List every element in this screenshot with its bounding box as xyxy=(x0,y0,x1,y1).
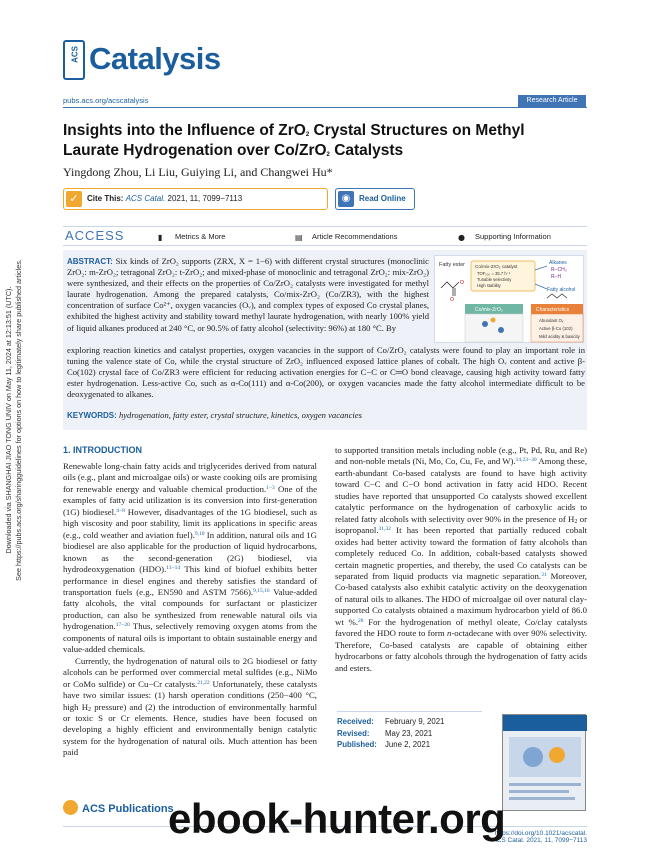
toc-r-ch3: R−CH₃ xyxy=(551,267,567,273)
svg-text:O: O xyxy=(460,280,464,286)
acs-logo-mark: ACS xyxy=(63,40,85,80)
abstract-text-upper: ABSTRACT: Six kinds of ZrO₂ supports (ZRX, X = 1−6) with different crystal structures (monoclinic ZrO₂: m-ZrO₂; tetragonal ZrO₂: t-ZrO₂; and mixed-phase of monoclinic and tetragonal ZrO₂: mix-ZrO₂) were synthesized, and their effects on the properties of Co/ZrO₂ catalysts were investigated for methyl laurate hydrogenation. Among the prepared catalysts, Co/mix-ZrO₂ (Co/ZR3), with the highest concentration of surface Co²⁺, oxygen vacancies (Oᵥ), and complex types of exposed Co crystal planes, exhibited the highest activity and stability toward methyl laurate hydrogenation, with nearly 100% yield of liquid alkanes produced at 240 °C, or 90.5% of fatty alcohol (selectivity: 96%) at 180 °C. By xyxy=(67,256,429,333)
supporting-info-link[interactable]: ● Supporting Information xyxy=(458,232,551,242)
toc-char: Characteristics xyxy=(536,307,570,313)
toc-fatty-alcohol: Fatty alcohol xyxy=(547,287,576,293)
section-heading-introduction: 1. INTRODUCTION xyxy=(63,445,143,455)
intro-column-left xyxy=(63,461,317,759)
toc-arrow-up xyxy=(535,266,547,270)
read-online-label[interactable]: Read Online xyxy=(359,194,406,203)
toc-catalyst-title: Co/mix-ZrO₂ catalyst xyxy=(475,264,518,269)
footer-doi[interactable]: https://doi.org/10.1021/acscatal. ACS Catal. 2021, 11, 7099−7113 xyxy=(492,830,587,844)
svg-text:O: O xyxy=(450,297,454,303)
toc-fatty-ester: Fatty ester xyxy=(439,262,465,268)
bar-chart-icon: ▮ xyxy=(158,233,163,242)
toc-alkanes: Alkanes xyxy=(549,260,567,266)
toc-char1: Abundant Oᵥ xyxy=(539,318,564,323)
intro-paragraph-2: Currently, the hydrogenation of natural oils to 2G biodiesel or fatty alcohols can be performed over commercial metal sulfides (e.g., NiMo or CoMo sulfide) or Cu−Cr catalysts.$^{21,22}$ Unfortunately, these catalysts have two similar issues: (1) harsh operation conditions (250−400 °C, high $H_2$ pressure) and (2) the introduction of environmentally harmful or toxic S or Cr elements. Hence, studies have been focused on developing a highly efficient and environmentally benign catalytic system for the hydrogenation of natural oils. Much attention has been paid xyxy=(63,655,318,758)
toc-arrow-down xyxy=(535,284,547,289)
intro-paragraph-3: to supported transition metals including noble (e.g., Pt, Pd, Ru, and Re) and non-noble metals (Ni, Mo, Co, Cu, Fe, and W).$^{14,23-30}$ Among these, earth-abundant Co-based catalysts are found to have high activity toward C−C and C−O bond activation in fatty acid HDO. Recent studies have reported that unsupported Co catalysts showed excellent catalytic performance on the hydrogenation of carboxylic acids to related fatty alcohols with selectivity over 90% in the presence of $H_2$ or isopropanol.$^{31,32}$ It has been reported that partially reduced cobalt oxides had better activity toward the formation of fatty alcohols than completely reduced Co. In addition, cobalt-based catalysts showed certain magnetic properties, and thereby, the used Co catalysts can be separated from liquid products via magnetic separation.$^{31}$ Moreover, Co-based catalysts also exhibit catalytic activity on the deoxygenation of natural oils to alkanes. The HDO of microalgae oil over natural clay-supported Co catalysts obtained a maximum hydrocarbon yield of 86.0 wt %.$^{28}$ For the hydrogenation of methyl oleate, Co/clay catalysts favored the HDO route to form n-octadecane with over 90% selectivity. Therefore, Co-based catalysts are capable of obtaining either hydrocarbons or fatty alcohols through the hydrogenation of fatty acids and esters. xyxy=(335,445,588,673)
toc-bullet3: High stability xyxy=(477,283,501,288)
toc-svg xyxy=(435,256,585,344)
check-icon: ✓ xyxy=(66,191,82,207)
side-note-line1: Downloaded via SHANGHAI JIAO TONG UNIV on May 11, 2024 at 12:13:51 (UTC). xyxy=(4,286,13,554)
keywords: KEYWORDS: hydrogenation, fatty ester, crystal structure, kinetics, oxygen vacancies xyxy=(67,410,362,420)
intro-paragraph-1: Renewable long-chain fatty acids and triglycerides derived from natural oils (e.g., plant and microalgae oils) or waste cooking oils are promising for renewable energy and valuable chemical production.$^{1-3}$ One of the examples of fatty acid utilization is its conversion into first-generation (1G) biodiesel.$^{4-8}$ However, disadvantages of the 1G biodiesel, such as high viscosity and poor stability, limit its applications in specific areas (e.g., cold weather and aviation fuel).$^{9,10}$ In addition, natural oils and 1G biodiesel are also applicable for the production of liquid hydrocarbons, known as the second-generation (2G) biodiesel, via hydrodeoxygenation (HDO).$^{11-14}$ This kind of biofuel exhibits better performance in diesel engines and thereby satisfies the standard of transportation fuels (e.g., EN590 and ASTM 7566).$^{9,15,16}$ Value-added fatty alcohols, the vital compounds for surfactant or plasticizer production, can also be synthesized from renewable natural oils via hydrogenation.$^{17-20}$ Thus, selectively removing oxygen atoms from the components of natural oils is important to obtain sustainable energy and value-added chemicals. xyxy=(63,461,318,655)
access-label: ACCESS xyxy=(65,228,125,243)
watermark-text: ebook-hunter.org xyxy=(168,795,506,842)
si-icon: ● xyxy=(458,233,465,242)
abstract-text-lower: exploring reaction kinetics and catalyst properties, oxygen vacancies in the support of Co/ZrO₂ catalysts were found to play an important role in tuning the valence state of Co, while the crystal structure of ZrO₂ influenced exposed lattice planes of cobalt. The high Oᵥ content and active β-Co(102) crystal face of Co/ZR3 were efficient for reducing activation energies for C−C or C═O bond cleavage, causing high activity toward fatty ester hydrogenation. Less-active Co, such as α-Co(111) and α-Co(200), or oxygen vacancies made the fatty alcohol intermediate difficult to be deoxygenated to alkanes. xyxy=(67,345,585,400)
co-particle xyxy=(498,327,504,333)
author-list: Yingdong Zhou, Li Liu, Guiying Li, and Changwei Hu* xyxy=(63,165,333,179)
journal-url-link[interactable]: pubs.acs.org/acscatalysis xyxy=(63,96,149,105)
toc-bullet2: Tunable selectivity xyxy=(477,277,512,282)
article-type-badge: Research Article xyxy=(518,95,586,107)
article-title: Insights into the Influence of ZrO$_2$ Crystal Structures on Methyl Laurate Hydrogenation over Co/ZrO$_2$ Catalysts xyxy=(63,122,525,159)
side-note-line2: See https://pubs.acs.org/sharingguidelines for options on how to legitimately share published articles. xyxy=(14,259,23,581)
metrics-link[interactable]: ▮ Metrics & More xyxy=(158,232,226,242)
toc-graphic xyxy=(434,255,584,343)
header-divider xyxy=(63,107,587,108)
ester-structure xyxy=(441,282,459,296)
cite-text[interactable]: Cite This: ACS Catal. 2021, 11, 7099−7113 xyxy=(87,194,243,203)
toc-r-h: R−H xyxy=(551,274,562,280)
download-side-note xyxy=(2,210,38,630)
alcohol-structure xyxy=(547,294,567,298)
toc-bullet1: TOF₂₂₀ = 35.7 h⁻¹ xyxy=(477,271,511,276)
journal-logo-word: Catalysis xyxy=(89,41,221,76)
document-icon: ▤ xyxy=(295,233,303,242)
dates-divider xyxy=(337,711,482,712)
recommendations-link[interactable]: ▤ Article Recommendations xyxy=(295,232,398,242)
toc-char2: Active β-Co (102) xyxy=(539,326,573,331)
co-particle xyxy=(482,321,488,327)
publication-dates: Received: February 9, 2021 Revised: May 23, 2021 Published: June 2, 2021 xyxy=(337,717,445,749)
toc-co-mix: Co/mix-ZrO₂ xyxy=(475,307,503,313)
globe-icon: ◉ xyxy=(338,191,354,207)
acs-publications-logo[interactable]: ACS Publications xyxy=(63,800,174,815)
journal-logo[interactable] xyxy=(63,38,221,82)
acs-pub-icon xyxy=(63,800,78,815)
toc-char3: Mild acidity & basicity xyxy=(539,334,580,339)
journal-cover-thumbnail[interactable] xyxy=(502,714,586,811)
co-particle xyxy=(491,318,496,323)
intro-column-right xyxy=(335,445,587,674)
